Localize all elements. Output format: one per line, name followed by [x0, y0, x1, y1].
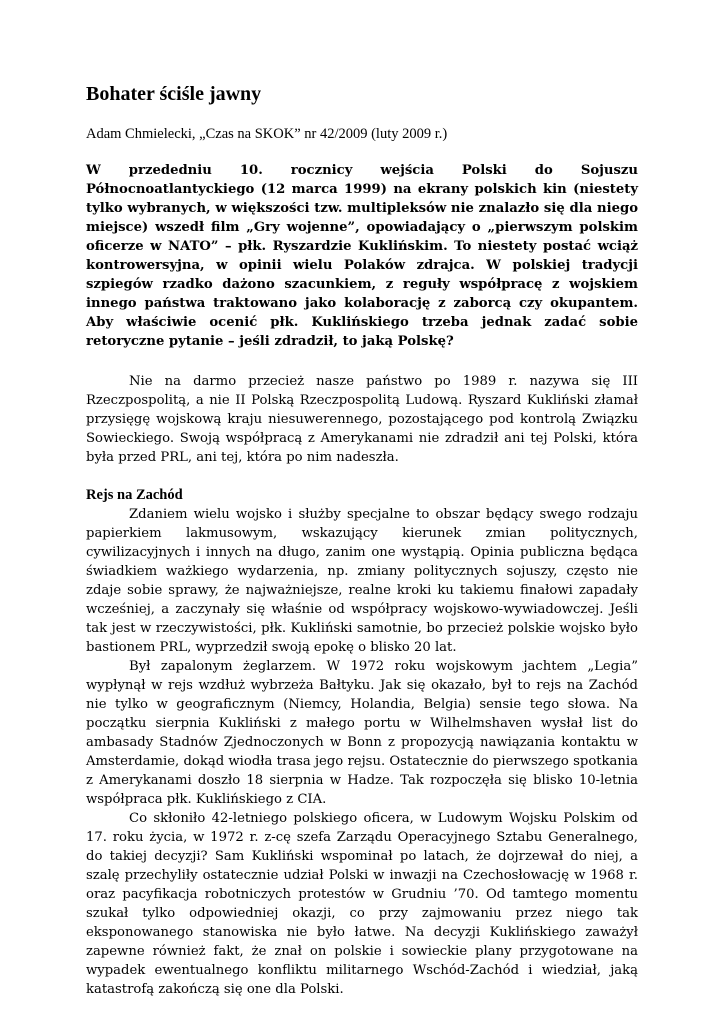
article-title: Bohater ściśle jawny: [86, 83, 262, 105]
section-heading: Rejs na Zachód: [86, 487, 183, 503]
article-byline: Adam Chmielecki, „Czas na SKOK” nr 42/2009 (luty 2009 r.): [86, 126, 448, 142]
article-lead: W przededniu 10. rocznicy wejścia Polski do Sojuszu Północnoatlantyckiego (12 marca 1999) na ekrany polskich kin (niestety tylko wybranych, w większości tzw. multipleksów nie znalazło się dla niego miejsce) wszedł film „Gry wojenne”, opowiadający o „pierwszym polskim oficerze w NATO” – płk. Ryszardzie Kuklińskim. To niestety postać wciąż kontrowersyjna, w opinii wielu Polaków zdrajca. W polskiej tradycji szpiegów rzadko dażono szacunkiem, z reguły współpracę z wojskiem innego państwa traktowano jako kolaborację z zaborcą czy okupantem. Aby właściwie ocenić płk. Kuklińskiego trzeba jednak zadać sobie retoryczne pytanie – jeśli zdradził, to jaką Polskę?: [86, 163, 638, 349]
body-paragraph-1: Zdaniem wielu wojsko i służby specjalne to obszar będący swego rodzaju papierkiem lakmusowym, wskazujący kierunek zmian politycznych, cywilizacyjnych i innych na długo, zanim one wystąpią. Opinia publiczna będąca świadkiem ważkiego wydarzenia, np. zmiany politycznych sojuszy, często nie zdaje sobie sprawy, że najważniejsze, realne kroki ku takiemu finałowi zapadały wcześniej, a zaczynały się właśnie od współpracy wojskowo-wywiadowczej. Jeśli tak jest w rzeczywistości, płk. Kukliński samotnie, bo przecież polskie wojsko było bastionem PRL, wyprzedził swoją epokę o blisko 20 lat.: [86, 507, 638, 655]
intro-paragraph: Nie na darmo przecież nasze państwo po 1989 r. nazywa się III Rzeczpospolitą, a nie II Polską Rzeczpospolitą Ludową. Ryszard Kukliński złamał przysięgę wojskową kraju niesuwerennego, pozostającego pod kontrolą Związku Sowieckiego. Swoją współpracą z Amerykanami nie zdradził ani tej Polski, która była przed PRL, ani tej, która po nim nadeszła.: [86, 374, 638, 465]
body-paragraph-2: Był zapalonym żeglarzem. W 1972 roku wojskowym jachtem „Legia” wypłynął w rejs wzdłuż wybrzeża Bałtyku. Jak się okazało, był to rejs na Zachód nie tylko w geograficznym (Niemcy, Holandia, Belgia) sensie tego słowa. Na początku sierpnia Kukliński z małego portu w Wilhelmshaven wysłał list do ambasady Stadnów Zjednoczonych w Bonn z propozycją nawiązania kontaktu w Amsterdamie, dokąd wiodła trasa jego rejsu. Ostatecznie do pierwszego spotkania z Amerykanami doszło 18 sierpnia w Hadze. Tak rozpoczęła się blisko 10-letnia współpraca płk. Kuklińskiego z CIA.: [86, 659, 638, 807]
body-paragraph-3: Co skłoniło 42-letniego polskiego oficera, w Ludowym Wojsku Polskim od 17. roku życia, w 1972 r. z-cę szefa Zarządu Operacyjnego Sztabu Generalnego, do takiej decyzji? Sam Kukliński wspominał po latach, że dojrzewał do niej, a szalę przechyliły ostatecznie udział Polski w inwazji na Czechosłowację w 1968 r. oraz pacyfikacja robotniczych protestów w Grudniu ’70. Od tamtego momentu szukał tylko odpowiedniej okazji, co przy zajmowaniu przez niego tak eksponowanego stanowiska nie było łatwe. Na decyzji Kuklińskiego zaważył zapewne również fakt, że znał on polskie i sowieckie plany przygotowane na wypadek ewentualnego konfliktu militarnego Wschód-Zachód i wiedział, jaką katastrofą zakończą się one dla Polski.: [86, 811, 638, 997]
